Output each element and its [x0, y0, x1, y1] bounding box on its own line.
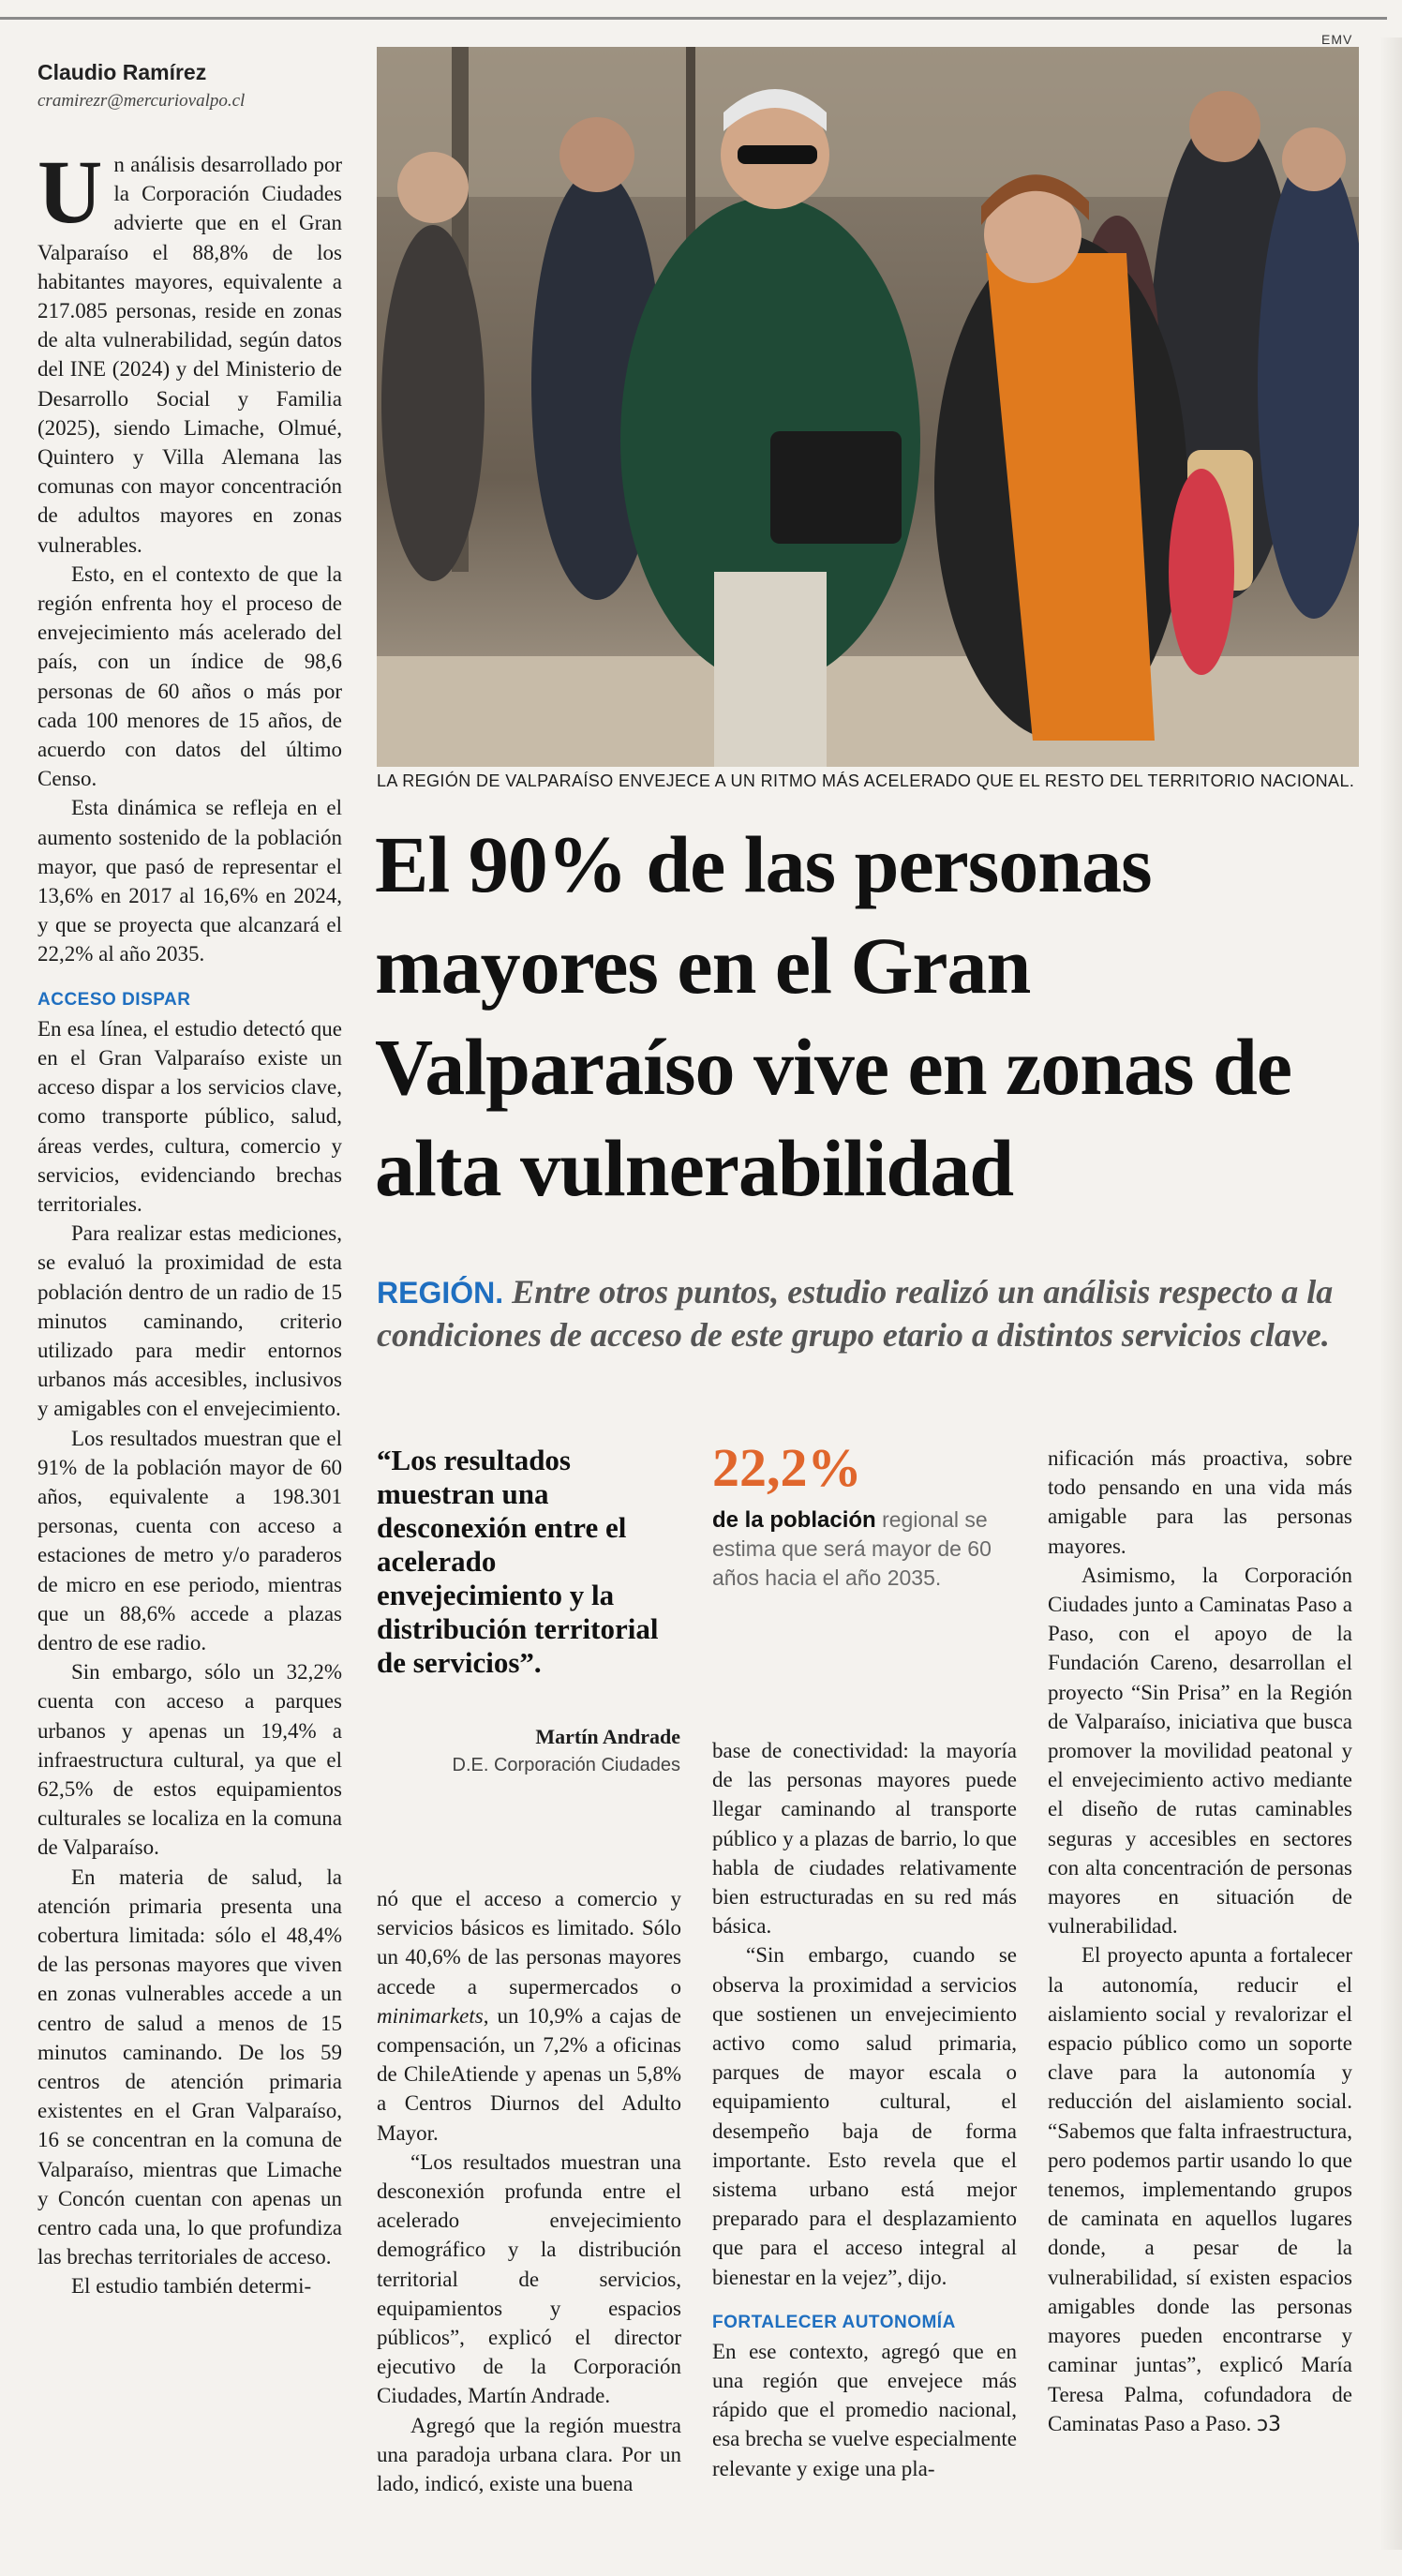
paragraph: Para realizar estas mediciones, se evaluó la proximidad de esta población dentro de un radio de 15 minutos caminando, criterio utilizado para medir entornos urbanos más accesibles, inclusivos y amigables con el envejecimiento.	[37, 1221, 342, 1421]
paragraph-text: , un 10,9% a cajas de compensación, un 7,2% a oficinas de ChileAtiende y apenas un 5,8% a Centros Diurnos del Adulto Mayor.	[377, 2003, 681, 2145]
paragraph: En materia de salud, la atención primaria presenta una cobertura limitada: sólo el 48,4% de las personas mayores que viven en zonas vulnerables accede a un centro de salud a menos de 15 minutos caminando. De los 59 centros de atención primaria existentes en el Gran Valparaíso, 16 se concentran en la comuna de Valparaíso, mientras que Limache y Concón cuentan con apenas un centro cada una, lo que profundiza las brechas territoriales de acceso.	[37, 1865, 342, 2269]
deck-text: Entre otros puntos, estudio realizó un análisis respecto a la condiciones de acceso de este grupo etario a distintos servicios clave.	[377, 1273, 1334, 1354]
paragraph: Esto, en el contexto de que la región enfrenta hoy el proceso de envejecimiento más acelerado del país, con un índice de 98,6 personas de 60 años o más por cada 100 menores de 15 años, de acuerdo con datos del último Censo.	[37, 562, 342, 791]
edition-tag: EMV	[1321, 32, 1353, 47]
article-column-2	[377, 1884, 681, 2498]
paragraph	[377, 1884, 681, 2148]
paragraph: nificación más proactiva, sobre todo pensando en una vida más amigable para las personas mayores.	[1048, 1446, 1352, 1558]
paragraph-italic: minimarkets	[377, 2003, 484, 2028]
headline: El 90% de las personas mayores en el Gran Valparaíso vive en zonas de alta vulnerabilidad	[375, 819, 1291, 1213]
paragraph: n análisis desarrollado por la Corporación Ciudades advierte que en el Gran Valparaíso el 88,8% de los habitantes mayores, equivalente a 217.085 personas, reside en zonas de alta vulnerabilidad, según datos del INE (2024) y del Ministerio de Desarrollo Social y Familia (2025), siendo Limache, Olmué, Quintero y Villa Alemana las comunas con mayor concentración de adultos mayores en zonas vulnerables.	[37, 153, 342, 557]
top-rule	[0, 17, 1387, 20]
stat-bold-label: de la población	[712, 1507, 876, 1533]
photo-caption: LA REGIÓN DE VALPARAÍSO ENVEJECE A UN RITMO MÁS ACELERADO QUE EL RESTO DEL TERRITORIO NACIONAL.	[377, 771, 1355, 790]
paragraph-text: nó que el acceso a comercio y servicios básicos es limitado. Sólo un 40,6% de las personas mayores accede a supermercados o	[377, 1887, 681, 1999]
deck	[377, 1270, 1342, 1356]
page-edge-shadow	[1380, 37, 1402, 2550]
paragraph: “Los resultados muestran una desconexión profunda entre el acelerado envejecimiento demográfico y la distribución territorial de servicios, equipamientos y espacios públicos”, explicó el director ejecutivo de la Corporación Ciudades, Martín Andrade.	[377, 2149, 681, 2408]
paragraph	[1048, 1940, 1352, 2437]
byline-author: Claudio Ramírez	[37, 60, 207, 84]
paragraph: Los resultados muestran que el 91% de la población mayor de 60 años, equivalente a 198.301 personas, cuenta con acceso a estaciones de metro y/o paraderos de micro en ese periodo, mientras que un 88,6% accede a plazas dentro de ese radio.	[37, 1426, 342, 1655]
article-column-4	[1048, 1444, 1352, 2438]
stat-description: regional se estima que será mayor de 60 años hacia el año 2035.	[712, 1507, 992, 1590]
article-photo	[377, 47, 1359, 767]
paragraph: En esa línea, el estudio detectó que en el Gran Valparaíso existe un acceso dispar a los servicios clave, como transporte público, salud, áreas verdes, cultura, comercio y servicios, evidenciando brechas territoriales.	[37, 1016, 342, 1216]
drop-cap: U	[37, 142, 103, 242]
paragraph: Agregó que la región muestra una paradoja urbana clara. Por un lado, indicó, existe una buena	[377, 2413, 681, 2496]
paragraph: Esta dinámica se refleja en el aumento sostenido de la población mayor, que pasó de representar el 13,6% en 2017 al 16,6% en 2024, y que se proyecta que alcanzará el 22,2% al año 2035.	[37, 796, 342, 966]
paragraph: base de conectividad: la mayoría de las personas mayores puede llegar caminando al transporte público y a plazas de barrio, lo que habla de ciudades relativamente bien estructuradas en su red más básica.	[712, 1739, 1017, 1939]
end-mark-icon: ↄ3	[1256, 2412, 1282, 2436]
article-column-1	[37, 142, 342, 2301]
paragraph-text: El proyecto apunta a fortalecer la autonomía, reducir el aislamiento social y revalorizar el espacio público como un soporte clave para la autonomía y reducción del aislamiento social. “Sabemos que falta infraestructura, pero podemos partir usando lo que tenemos, implementando grupos de caminata en aquellos lugares donde, a pesar de la vulnerabilidad, sí existen espacios amigables donde las personas mayores pueden encontrarse y caminar juntas”, explicó María Teresa Palma, cofundadora de Caminatas Paso a Paso.	[1048, 1943, 1352, 2435]
article-column-3	[712, 1736, 1017, 2483]
paragraph: El estudio también determi-	[71, 2274, 312, 2299]
byline-email: cramirezr@mercuriovalpo.cl	[37, 91, 246, 111]
paragraph: “Sin embargo, cuando se observa la proximidad a servicios que sostienen un envejecimiento activo como salud primaria, parques de mayor escala o equipamiento cultural, el desempeño baja de forma importante. Esto revela que el sistema urbano está mejor preparado para el desplazamiento que para el acceso integral al bienestar en la vejez”, dijo.	[712, 1943, 1017, 2289]
paragraph: Sin embargo, sólo un 32,2% cuenta con acceso a parques urbanos y apenas un 19,4% a infraestructura cultural, ya que el 62,5% de estos equipamientos culturales se localiza en la comuna de Valparaíso.	[37, 1660, 342, 1860]
paragraph: En ese contexto, agregó que en una región que envejece más rápido que el promedio nacional, esa brecha se vuelve especialmente relevante y exige una pla-	[712, 2339, 1017, 2480]
stat-value: 22,2%	[712, 1437, 862, 1498]
pull-quote-author: Martín Andrade	[535, 1725, 680, 1748]
pull-quote-role: D.E. Corporación Ciudades	[452, 1755, 680, 1775]
section-tag: REGIÓN.	[377, 1276, 504, 1310]
section-subhead: FORTALECER AUTONOMÍA	[712, 2312, 956, 2332]
street-scene-illustration	[377, 47, 1359, 767]
pull-quote: “Los resultados muestran una desconexión entre el acelerado envejecimiento y la distribución territorial de servicios”.	[377, 1444, 659, 1679]
section-subhead: ACCESO DISPAR	[37, 989, 191, 1010]
stat-text	[712, 1505, 1022, 1593]
paragraph: Asimismo, la Corporación Ciudades junto a Caminatas Paso a Paso, con el apoyo de la Fundación Careno, desarrollan el proyecto “Sin Prisa” en la Región de Valparaíso, iniciativa que busca promover la movilidad peatonal y el envejecimiento activo mediante el diseño de rutas caminables seguras y accesibles en sectores con alta concentración de personas mayores en situación de vulnerabilidad.	[1048, 1563, 1352, 1939]
